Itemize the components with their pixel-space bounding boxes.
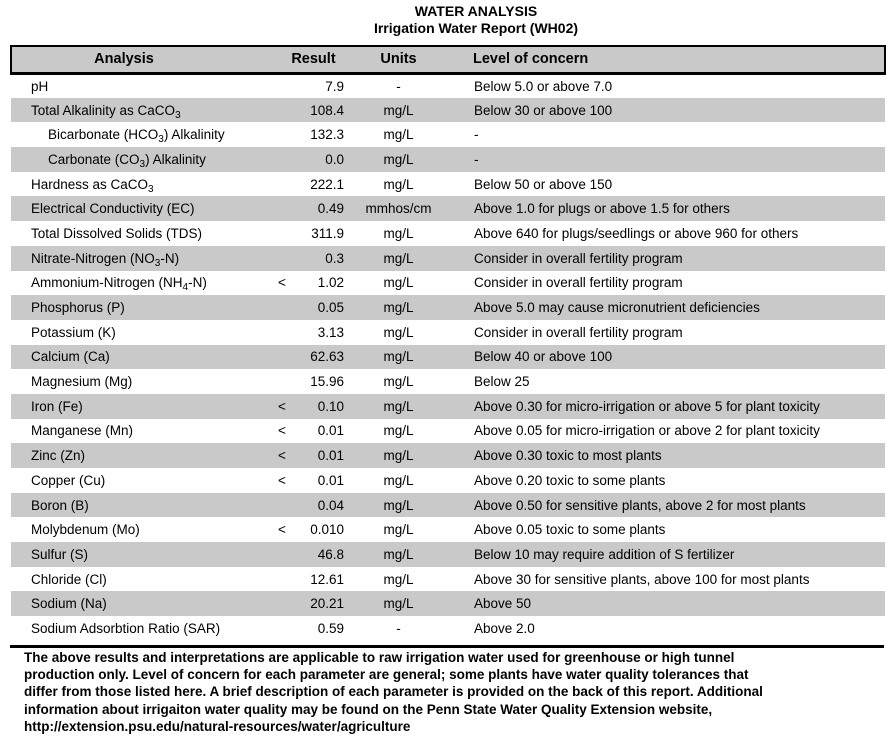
result-value bbox=[236, 369, 351, 394]
table-row bbox=[11, 246, 885, 271]
analysis-name: Ammonium-Nitrogen $(NH_4-N)$ bbox=[31, 275, 207, 294]
analysis-name: Hardness as CaCO$_3$ bbox=[31, 176, 154, 195]
result-value bbox=[236, 493, 351, 518]
table-row bbox=[11, 591, 885, 616]
level-of-concern-text: Below 40 or above 100 bbox=[474, 349, 613, 365]
level-of-concern-text: Above 0.05 toxic to some plants bbox=[474, 522, 666, 538]
less-than-qualifier: < bbox=[278, 398, 286, 414]
column-header-level-of-concern: Level of concern bbox=[473, 51, 589, 68]
page-title: WATER ANALYSIS bbox=[414, 3, 538, 19]
level-of-concern-text: Below 5.0 or above 7.0 bbox=[474, 78, 613, 94]
analysis-name: Potassium (K) bbox=[31, 324, 116, 340]
result-value bbox=[236, 567, 351, 592]
result-value bbox=[236, 616, 351, 641]
table-row bbox=[11, 295, 885, 320]
table-row bbox=[11, 468, 885, 493]
analysis-name: Sodium Adsorbtion Ratio (SAR) bbox=[31, 620, 221, 636]
level-of-concern-text: Below 30 or above 100 bbox=[474, 102, 613, 118]
analysis-name: Boron (B) bbox=[31, 497, 89, 513]
units-value: mg/L bbox=[383, 423, 414, 439]
result-number: 0.01 bbox=[317, 448, 344, 464]
analysis-name: Magnesium (Mg) bbox=[31, 374, 133, 390]
result-number: 0.3 bbox=[325, 250, 344, 266]
table-row bbox=[11, 567, 885, 592]
analysis-name: Zinc (Zn) bbox=[31, 448, 85, 464]
result-value bbox=[236, 320, 351, 345]
result-number: 7.9 bbox=[325, 78, 344, 94]
units-value: mg/L bbox=[383, 225, 414, 241]
units-value: mg/L bbox=[383, 349, 414, 365]
analysis-table-body bbox=[11, 73, 885, 641]
result-number: 0.01 bbox=[317, 423, 344, 439]
footer-url: http://extension.psu.edu/natural-resources/water/agriculture bbox=[24, 718, 411, 734]
table-row bbox=[11, 616, 885, 641]
table-row bbox=[11, 73, 885, 98]
level-of-concern-text: Above 50 bbox=[474, 596, 532, 612]
units-value: - bbox=[396, 78, 401, 94]
units-value: mg/L bbox=[383, 374, 414, 390]
level-of-concern-text: Below 25 bbox=[474, 374, 530, 390]
result-number: 222.1 bbox=[310, 176, 344, 192]
result-number: 1.02 bbox=[317, 275, 344, 291]
result-number: 0.04 bbox=[317, 497, 344, 513]
table-row bbox=[11, 517, 885, 542]
result-number: 46.8 bbox=[317, 546, 344, 562]
analysis-name: Total Dissolved Solids (TDS) bbox=[31, 225, 203, 241]
title-block bbox=[60, 3, 892, 37]
level-of-concern-text: Above 0.30 toxic to most plants bbox=[474, 448, 662, 464]
analysis-name: Iron (Fe) bbox=[31, 398, 83, 414]
level-of-concern-text: Below 50 or above 150 bbox=[474, 176, 613, 192]
analysis-name: Sodium (Na) bbox=[31, 596, 107, 612]
result-value bbox=[236, 443, 351, 468]
result-value bbox=[236, 468, 351, 493]
units-value: - bbox=[396, 620, 401, 636]
units-value: mg/L bbox=[383, 127, 414, 143]
result-value bbox=[236, 591, 351, 616]
result-number: 132.3 bbox=[310, 127, 344, 143]
level-of-concern-text: Consider in overall fertility program bbox=[474, 275, 683, 291]
level-of-concern-text: Above 0.50 for sensitive plants, above 2 for most plants bbox=[474, 497, 806, 513]
result-number: 0.010 bbox=[310, 522, 344, 538]
units-value: mg/L bbox=[383, 497, 414, 513]
table-row bbox=[11, 369, 885, 394]
result-value bbox=[236, 221, 351, 246]
footer-note-line: differ from those listed here. A brief description of each parameter is provided on the back of this report. Additional bbox=[24, 684, 763, 700]
result-number: 0.59 bbox=[317, 620, 344, 636]
analysis-name: Copper (Cu) bbox=[31, 472, 106, 488]
level-of-concern-text: Below 10 may require addition of S fertilizer bbox=[474, 546, 735, 562]
result-value bbox=[236, 419, 351, 444]
result-value bbox=[236, 73, 351, 98]
less-than-qualifier: < bbox=[278, 275, 286, 291]
page-subtitle: Irrigation Water Report (WH02) bbox=[373, 20, 579, 36]
result-number: 108.4 bbox=[310, 102, 344, 118]
level-of-concern-text: Above 2.0 bbox=[474, 620, 535, 636]
table-row bbox=[11, 320, 885, 345]
result-number: 0.01 bbox=[317, 472, 344, 488]
result-value bbox=[236, 542, 351, 567]
units-value: mmhos/cm bbox=[365, 201, 432, 217]
result-number: 0.10 bbox=[317, 398, 344, 414]
analysis-name: Nitrate-Nitrogen $(NO_3-N)$ bbox=[31, 250, 180, 269]
less-than-qualifier: < bbox=[278, 472, 286, 488]
table-row bbox=[11, 345, 885, 370]
table-row bbox=[11, 221, 885, 246]
footer-note-line: The above results and interpretations are applicable to raw irrigation water used for greenhouse or high tunnel bbox=[24, 650, 735, 665]
table-row bbox=[11, 122, 885, 147]
less-than-qualifier: < bbox=[278, 423, 286, 439]
units-value: mg/L bbox=[383, 275, 414, 291]
analysis-name: Electrical Conductivity (EC) bbox=[31, 201, 195, 217]
level-of-concern-text: - bbox=[474, 151, 479, 167]
footer-note-line: information about irrigaiton water quality may be found on the Penn State Water Quality Extension website, bbox=[24, 701, 713, 717]
table-row bbox=[11, 98, 885, 123]
result-value bbox=[236, 147, 351, 172]
level-of-concern-text: Above 0.20 toxic to some plants bbox=[474, 472, 666, 488]
units-value: mg/L bbox=[383, 398, 414, 414]
result-value bbox=[236, 172, 351, 197]
units-value: mg/L bbox=[383, 546, 414, 562]
units-value: mg/L bbox=[383, 472, 414, 488]
table-row bbox=[11, 419, 885, 444]
result-value bbox=[236, 271, 351, 296]
level-of-concern-text: Above 5.0 may cause micronutrient deficiencies bbox=[474, 300, 760, 316]
analysis-name: Calcium (Ca) bbox=[31, 349, 110, 365]
units-value: mg/L bbox=[383, 448, 414, 464]
result-number: 0.05 bbox=[317, 300, 344, 316]
units-value: mg/L bbox=[383, 522, 414, 538]
units-value: mg/L bbox=[383, 324, 414, 340]
column-header-result: Result bbox=[291, 51, 336, 68]
units-value: mg/L bbox=[383, 250, 414, 266]
units-value: mg/L bbox=[383, 151, 414, 167]
table-row bbox=[11, 147, 885, 172]
result-number: 62.63 bbox=[310, 349, 344, 365]
level-of-concern-text: Above 640 for plugs/seedlings or above 960 for others bbox=[474, 225, 799, 241]
water-analysis-table bbox=[10, 45, 886, 641]
table-header bbox=[11, 46, 885, 73]
analysis-name: Sulfur (S) bbox=[31, 546, 89, 562]
table-bottom-rule bbox=[10, 645, 884, 648]
level-of-concern-text: Above 0.30 for micro-irrigation or above 5 for plant toxicity bbox=[474, 398, 820, 414]
analysis-name: Phosphorus (P) bbox=[31, 300, 125, 316]
analysis-name: Chloride (Cl) bbox=[31, 571, 107, 587]
result-value bbox=[236, 517, 351, 542]
less-than-qualifier: < bbox=[278, 448, 286, 464]
column-header-units: Units bbox=[380, 51, 417, 68]
analysis-name: Total Alkalinity as CaCO$_3$ bbox=[31, 102, 181, 121]
level-of-concern-text: Above 0.05 for micro-irrigation or above 2 for plant toxicity bbox=[474, 423, 820, 439]
result-value bbox=[236, 98, 351, 123]
table-row bbox=[11, 542, 885, 567]
level-of-concern-text: Above 1.0 for plugs or above 1.5 for others bbox=[474, 201, 730, 217]
units-value: mg/L bbox=[383, 176, 414, 192]
result-value bbox=[236, 246, 351, 271]
table-row bbox=[11, 493, 885, 518]
result-number: 12.61 bbox=[310, 571, 344, 587]
table-row bbox=[11, 394, 885, 419]
level-of-concern-text: Consider in overall fertility program bbox=[474, 250, 683, 266]
result-number: 311.9 bbox=[311, 225, 344, 241]
units-value: mg/L bbox=[383, 102, 414, 118]
result-value bbox=[236, 295, 351, 320]
units-value: mg/L bbox=[383, 596, 414, 612]
less-than-qualifier: < bbox=[278, 522, 286, 538]
result-number: 20.21 bbox=[310, 596, 344, 612]
result-value bbox=[236, 394, 351, 419]
result-number: 15.96 bbox=[310, 374, 344, 390]
level-of-concern-text: Above 30 for sensitive plants, above 100 for most plants bbox=[474, 571, 810, 587]
analysis-name: Bicarbonate $(HCO_3)$ Alkalinity bbox=[48, 127, 225, 146]
analysis-name: Molybdenum (Mo) bbox=[31, 522, 140, 538]
analysis-name: Manganese (Mn) bbox=[31, 423, 134, 439]
result-number: 0.49 bbox=[317, 201, 344, 217]
footer-note bbox=[24, 649, 882, 735]
result-value bbox=[236, 196, 351, 221]
table-row bbox=[11, 271, 885, 296]
analysis-name: pH bbox=[31, 78, 49, 94]
result-value bbox=[236, 345, 351, 370]
table-row bbox=[11, 443, 885, 468]
table-header-row bbox=[11, 46, 885, 73]
result-number: 0.0 bbox=[325, 151, 344, 167]
level-of-concern-text: Consider in overall fertility program bbox=[474, 324, 683, 340]
result-value bbox=[236, 122, 351, 147]
units-value: mg/L bbox=[383, 571, 414, 587]
table-row bbox=[11, 172, 885, 197]
footer-note-line: production only. Level of concern for each parameter are general; some plants have water quality tolerances that bbox=[24, 667, 749, 683]
result-number: 3.13 bbox=[317, 324, 344, 340]
table-row bbox=[11, 196, 885, 221]
analysis-name: Carbonate $(CO_3)$ Alkalinity bbox=[48, 151, 206, 170]
level-of-concern-text: - bbox=[474, 127, 479, 143]
column-header-analysis: Analysis bbox=[94, 51, 154, 68]
units-value: mg/L bbox=[383, 300, 414, 316]
